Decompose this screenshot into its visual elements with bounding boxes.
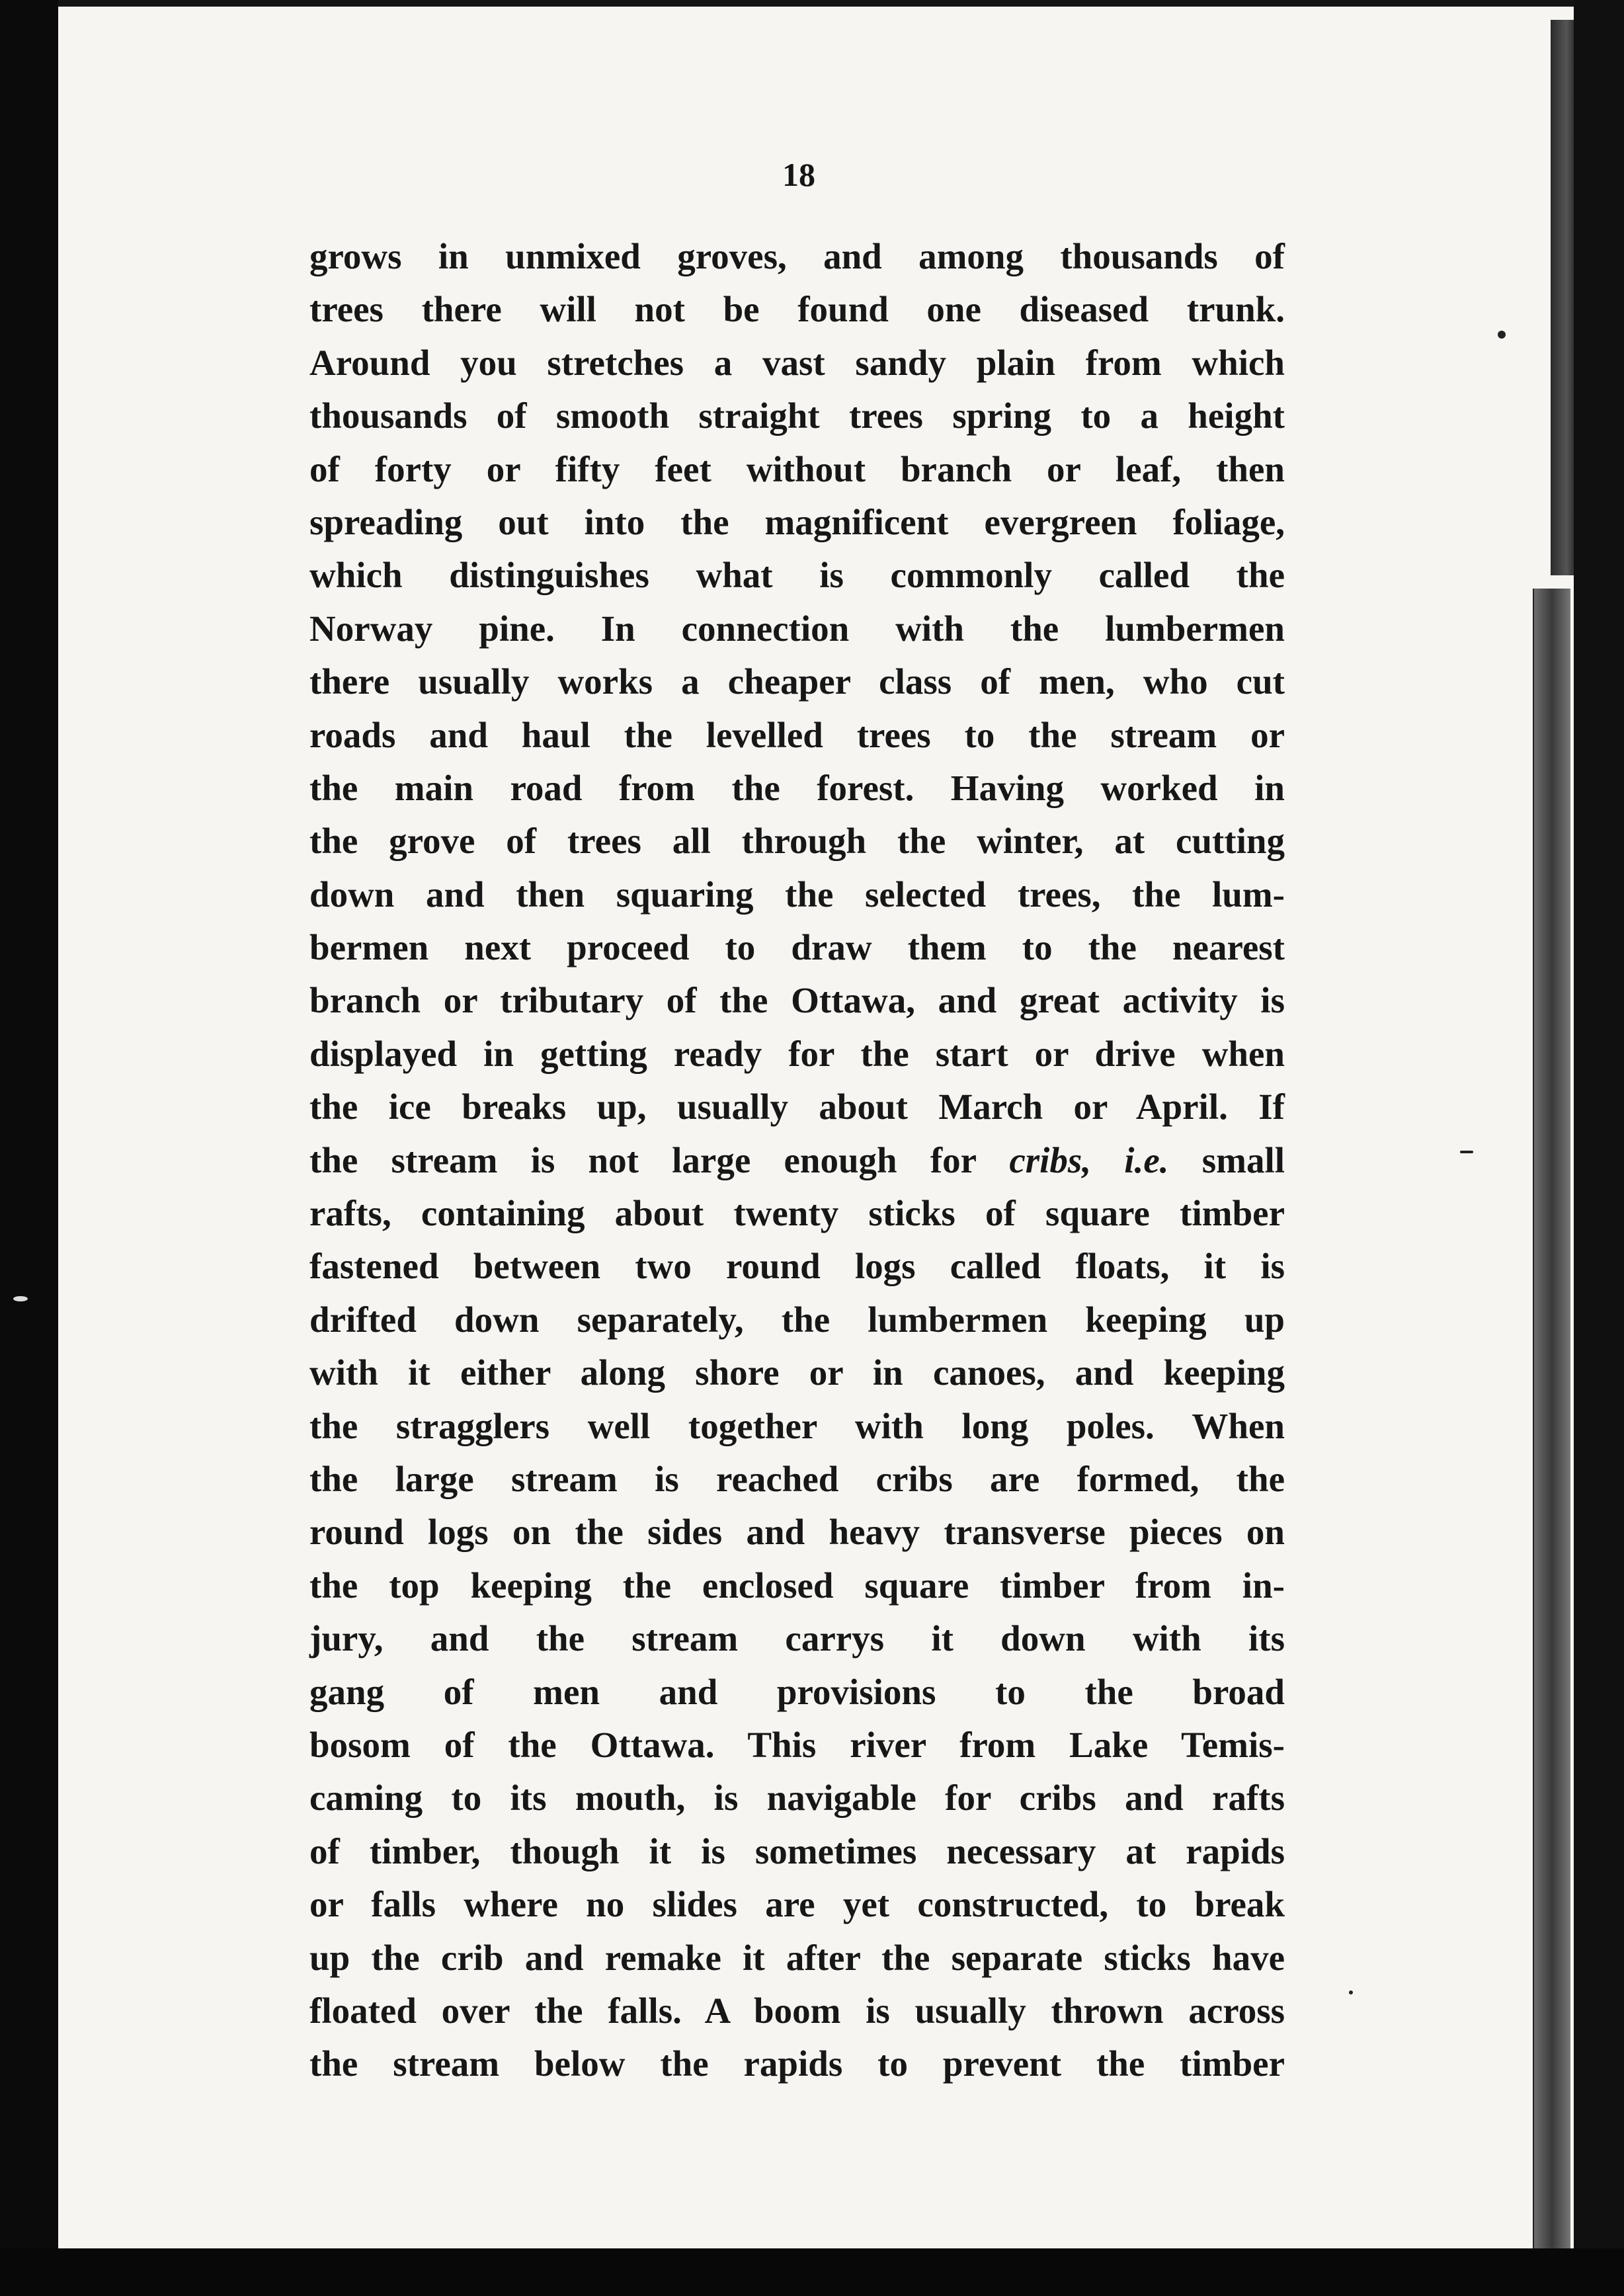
text-line: there usually works a cheaper class of men, who cut (309, 661, 1285, 702)
text-line: which distinguishes what is commonly called the (309, 555, 1285, 596)
text-segment: the stream is not large enough for (309, 1139, 1010, 1180)
text-line: of timber, though it is sometimes necessary at rapids (309, 1830, 1285, 1871)
text-line: the grove of trees all through the winter, at cutting (309, 821, 1285, 862)
scan-speck (1460, 1151, 1473, 1153)
body-text (309, 230, 1285, 2091)
text-line: trees there will not be found one diseased trunk. (309, 289, 1285, 330)
text-line: the stragglers well together with long poles. When (309, 1405, 1285, 1446)
text-line: grows in unmixed groves, and among thousands of (309, 236, 1285, 276)
text-line: down and then squaring the selected trees, the lum- (309, 874, 1285, 915)
text-line: thousands of smooth straight trees spring to a height (309, 395, 1285, 436)
scan-border-bottom (0, 2248, 1624, 2296)
text-line: gang of men and provisions to the broad (309, 1671, 1285, 1712)
binding-edge-shadow (1551, 20, 1577, 575)
scan-border-right (1574, 0, 1624, 2296)
text-line: or falls where no slides are yet constructed, to break (309, 1884, 1285, 1925)
text-line: caming to its mouth, is navigable for cribs and rafts (309, 1778, 1285, 1819)
text-line: the large stream is reached cribs are formed, the (309, 1458, 1285, 1499)
scan-speck (13, 1296, 28, 1301)
text-line: up the crib and remake it after the separate sticks have (309, 1937, 1285, 1978)
text-segment: small (1168, 1139, 1285, 1180)
text-line: floated over the falls. A boom is usually thrown across (309, 1990, 1285, 2031)
text-line: the main road from the forest. Having worked in (309, 767, 1285, 808)
text-line: of forty or fifty feet without branch or leaf, then (309, 448, 1285, 489)
text-line: branch or tributary of the Ottawa, and great activity is (309, 980, 1285, 1021)
text-line: Around you stretches a vast sandy plain from which (309, 342, 1285, 383)
text-line: displayed in getting ready for the start or drive when (309, 1033, 1285, 1074)
text-line: drifted down separately, the lumbermen keeping up (309, 1299, 1285, 1340)
italic-text: cribs, i.e. (1009, 1139, 1169, 1180)
text-line: roads and haul the levelled trees to the stream or (309, 714, 1285, 755)
binding-gutter-shadow (1533, 589, 1570, 2255)
text-line: bermen next proceed to draw them to the nearest (309, 927, 1285, 968)
text-line: bosom of the Ottawa. This river from Lake Temis- (309, 1724, 1285, 1765)
page-number: 18 (782, 156, 815, 193)
text-line: rafts, containing about twenty sticks of square timber (309, 1193, 1285, 1234)
text-line: Norway pine. In connection with the lumbermen (309, 608, 1285, 649)
text-line: the stream below the rapids to prevent the timber (309, 2043, 1285, 2084)
text-line: the top keeping the enclosed square timber from in- (309, 1565, 1285, 1606)
book-page (58, 0, 1589, 2255)
scan-speck (1498, 331, 1506, 339)
text-line: round logs on the sides and heavy transverse pieces on (309, 1512, 1285, 1553)
text-line: jury, and the stream carrys it down with its (309, 1618, 1285, 1659)
text-line: fastened between two round logs called floats, it is (309, 1246, 1285, 1287)
scan-speck (1349, 1990, 1353, 1994)
text-line: the ice breaks up, usually about March or April. If (309, 1086, 1285, 1128)
text-line: with it either along shore or in canoes, and keeping (309, 1352, 1285, 1393)
text-line: spreading out into the magnificent evergreen foliage, (309, 501, 1285, 542)
text-line (309, 1134, 1285, 1187)
